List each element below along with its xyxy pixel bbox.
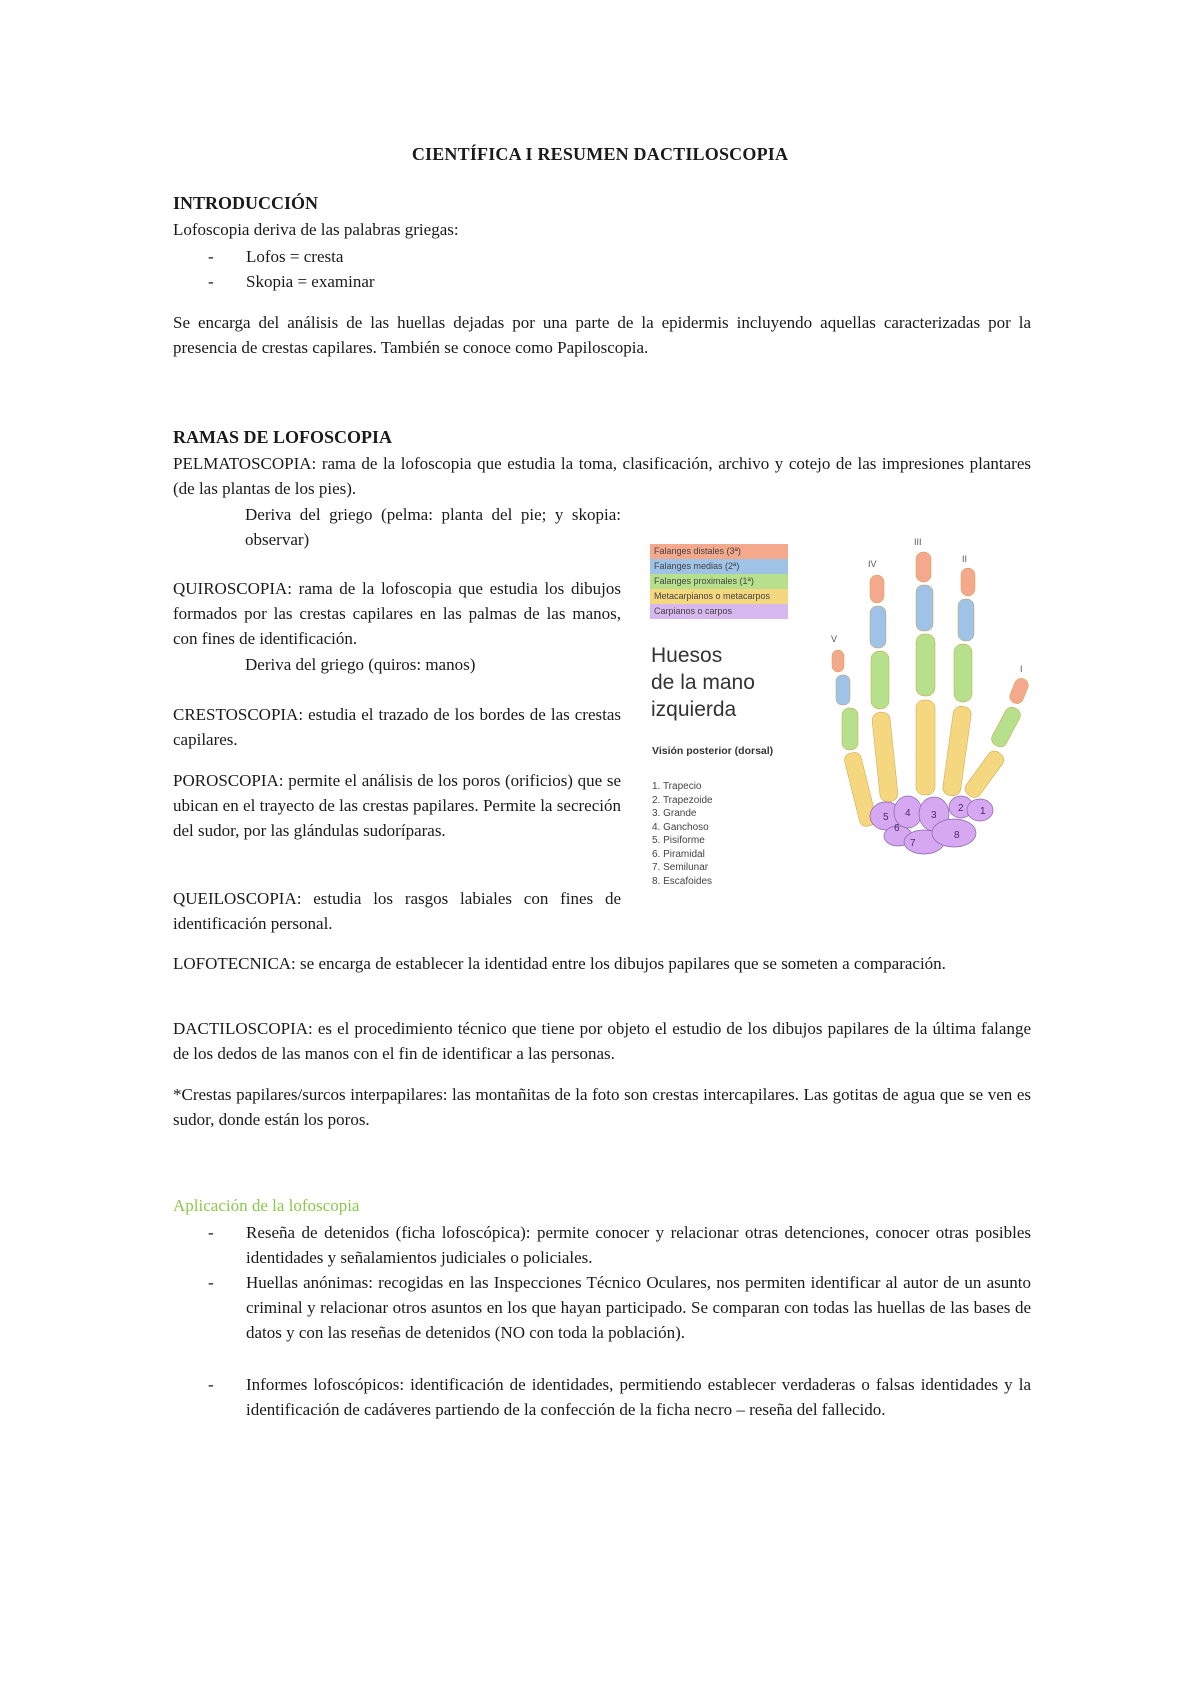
bone-list-item: 4. Ganchoso [652, 821, 709, 833]
finger-label: II [962, 554, 968, 564]
legend-item: Carpianos o carpos [650, 604, 788, 619]
aplicacion-item-informes: Informes lofoscópicos: identificación de identidades, permitiendo establecer verdaderas o falsas identidades y la identificación de cadáveres partiendo de la confección de la ficha necro – reseña del fallecido. [246, 1375, 1031, 1419]
legend-item: Falanges medias (2ª) [650, 559, 788, 574]
pelmatoscopia-deriva: Deriva del griego (pelma: planta del pie; y skopia: observar) [245, 505, 621, 549]
list-item: - Huellas anónimas: recogidas en las Inspecciones Técnico Oculares, nos permiten identificar al autor de un asunto criminal y relacionar otros asuntos en los que hayan participado. Se comparan con todas las huellas de las bases de datos y con las reseñas de detenidos (NO con toda la población). [208, 1270, 1031, 1345]
document-page: CIENTÍFICA I RESUMEN DACTILOSCOPIA INTRODUCCIÓN Lofoscopia deriva de las palabras griegas: - Lofos = cresta - Skopia = examinar Se encarga del análisis de las huellas dejadas por una parte de la epidermis incluyendo aquellas caracterizadas por la presencia de crestas capilares. También se conoce como Papiloscopia. RAMAS DE LOFOSCOPIA PELMATOSCOPIA: rama de la lofoscopia que estudia la toma, clasificación, archivo y cotejo de las impresiones plantares (de las plantas de los pies). Deriva del griego (pelma: planta del pie; y skopia: observar) QUIROSCOPIA: rama de la lofoscopia que estudia los dibujos formados por las crestas capilares en las palmas de las manos, con fines de identificación. Deriva del griego (quiros: manos) CRESTOSCOPIA: estudia el trazado de los bordes de las crestas capilares. POROSCOPIA: permite el análisis de los poros (orificios) que se ubican en el trayecto de las crestas papilares. Permite la secreción del sudor, por las glándulas sudoríparas. QUEILOSCOPIA: estudia los rasgos labiales con fines de identificación personal. LOFOTECNICA: se encarga de establecer la identidad entre los dibujos papilares que se someten a comparación. DACTILOSCOPIA: es el procedimiento técnico que tiene por objeto el estudio de los dibujos papilares de la última falange de los dedos de las manos con el fin de identificar a las personas. *Crestas papilares/surcos interpapilares: las montañitas de la foto son crestas intercapilares. Las gotitas de agua que se ven es sudor, donde están los poros. Falanges distales (3ª) Falanges medias (2ª) Falanges proximales (1ª) Metacarpianos o metacarpos Carpianos o carpos Huesos de la mano izquierda Visión posterior (dorsal) 1. Trapecio 2. Trapezoide 3. Grande 4. Ganchoso 5. Pisiforme 6. Piramidal 7. Semilunar 8. Escafoides V IV III II I 1 2 3 4 5 6 7 8 Aplicación de la lofoscopia - Reseña de detenidos (ficha lofoscópica): permite conocer y relacionar otras detenciones, conocer otras posibles identidades y señalamientos judiciales o policiales. - Huellas anónimas: recogidas en las Inspecciones Técnico Oculares, nos permiten identificar al autor de un asunto criminal y relacionar otros asuntos en los que hayan participado. Se comparan con todas las huellas de las bases de datos y con las reseñas de detenidos (NO con toda la población). - Informes lofoscópicos: identificación de identidades, permitiendo establecer verdaderas o falsas identidades y la identificación de cadáveres partiendo de la confección de la ficha necro – reseña del fallecido. [0, 0, 1200, 1696]
hand-bones-figure [636, 520, 1036, 892]
aplicacion-item-huellas: Huellas anónimas: recogidas en las Inspecciones Técnico Oculares, nos permiten identificar al autor de un asunto criminal y relacionar otros asuntos en los que hayan participado. Se comparan con todas las huellas de las bases de datos y con las reseñas de detenidos (NO con toda la población). [246, 1273, 1031, 1342]
aplicacion-heading: Aplicación de la lofoscopia [173, 1196, 360, 1215]
bone-list-item: 8. Escafoides [652, 875, 713, 887]
finger-label: I [1020, 664, 1023, 674]
pelmatoscopia-paragraph: PELMATOSCOPIA: rama de la lofoscopia que estudia la toma, clasificación, archivo y cotejo de las impresiones plantares (de las plantas de los pies). [173, 454, 1031, 498]
legend-item: Metacarpianos o metacarpos [650, 589, 788, 604]
carpal-number: 1 [980, 806, 986, 817]
poroscopia-paragraph: POROSCOPIA: permite el análisis de los poros (orificios) que se ubican en el trayecto de las crestas papilares. Permite la secreción del sudor, por las glándulas sudoríparas. [173, 771, 621, 840]
bone-list-item: 7. Semilunar [652, 862, 709, 873]
legend-item: Falanges proximales (1ª) [650, 574, 788, 589]
lofotecnica-paragraph: LOFOTECNICA: se encarga de establecer la identidad entre los dibujos papilares que se someten a comparación. [173, 954, 946, 973]
intro-lead: Lofoscopia deriva de las palabras griegas: [173, 220, 459, 239]
intro-item-skopia: Skopia = examinar [246, 272, 375, 291]
figure-bone-list [652, 780, 713, 888]
figure-title-line: de la mano [651, 671, 755, 694]
intro-item-lofos: Lofos = cresta [246, 247, 344, 266]
carpal-number: 8 [954, 830, 960, 841]
finger-label: III [914, 537, 922, 547]
finger-label: IV [868, 559, 877, 569]
carpal-number: 6 [894, 823, 900, 834]
page-title: CIENTÍFICA I RESUMEN DACTILOSCOPIA [411, 144, 789, 164]
intro-heading: INTRODUCCIÓN [173, 193, 319, 213]
bone-list-item: 5. Pisiforme [652, 835, 705, 846]
bone-list-item: 2. Trapezoide [652, 794, 713, 806]
list-item: - Informes lofoscópicos: identificación de identidades, permitiendo establecer verdaderas o falsas identidades y la identificación de cadáveres partiendo de la confección de la ficha necro – reseña del fallecido. [208, 1372, 1031, 1422]
figure-title-line: izquierda [651, 698, 737, 721]
aplicacion-item-resena: Reseña de detenidos (ficha lofoscópica): permite conocer y relacionar otras detenciones, conocer otras posibles identidades y señalamientos judiciales o policiales. [246, 1223, 1031, 1267]
figure-title [651, 642, 755, 723]
quiroscopia-deriva: Deriva del griego (quiros: manos) [245, 655, 476, 674]
figure-title-line: Huesos [651, 644, 723, 667]
queiloscopia-paragraph: QUEILOSCOPIA: estudia los rasgos labiales con fines de identificación personal. [173, 889, 621, 933]
list-item: - Reseña de detenidos (ficha lofoscópica): permite conocer y relacionar otras detenciones, conocer otras posibles identidades y señalamientos judiciales o policiales. [208, 1220, 1031, 1270]
figure-legend [650, 544, 788, 619]
crestoscopia-paragraph: CRESTOSCOPIA: estudia el trazado de los bordes de las crestas capilares. [173, 705, 621, 749]
crestas-nota: *Crestas papilares/surcos interpapilares: las montañitas de la foto son crestas intercapilares. Las gotitas de agua que se ven es sudor, donde están los poros. [173, 1085, 1031, 1129]
bone-list-item: 3. Grande [652, 808, 697, 819]
bone-list-item: 1. Trapecio [652, 781, 702, 792]
legend-item: Falanges distales (3ª) [650, 544, 788, 559]
dactiloscopia-paragraph: DACTILOSCOPIA: es el procedimiento técnico que tiene por objeto el estudio de los dibujos papilares de la última falange de los dedos de las manos con el fin de identificar a las personas. [173, 1019, 1031, 1063]
bone-list-item: 6. Piramidal [652, 848, 705, 860]
intro-paragraph: Se encarga del análisis de las huellas dejadas por una parte de la epidermis incluyendo aquellas caracterizadas por la presencia de crestas capilares. También se conoce como Papiloscopia. [173, 313, 1031, 357]
carpal-number: 2 [958, 803, 964, 814]
carpal-number: 7 [910, 838, 916, 849]
hand-bones-illustration [786, 520, 1036, 892]
carpal-number: 5 [883, 812, 889, 823]
carpal-number: 4 [905, 808, 911, 819]
carpal-number: 3 [931, 810, 937, 821]
finger-label: V [831, 634, 838, 644]
ramas-heading: RAMAS DE LOFOSCOPIA [173, 427, 393, 447]
quiroscopia-paragraph: QUIROSCOPIA: rama de la lofoscopia que estudia los dibujos formados por las crestas capilares en las palmas de las manos, con fines de identificación. [173, 579, 621, 648]
figure-subtitle: Visión posterior (dorsal) [652, 745, 774, 757]
